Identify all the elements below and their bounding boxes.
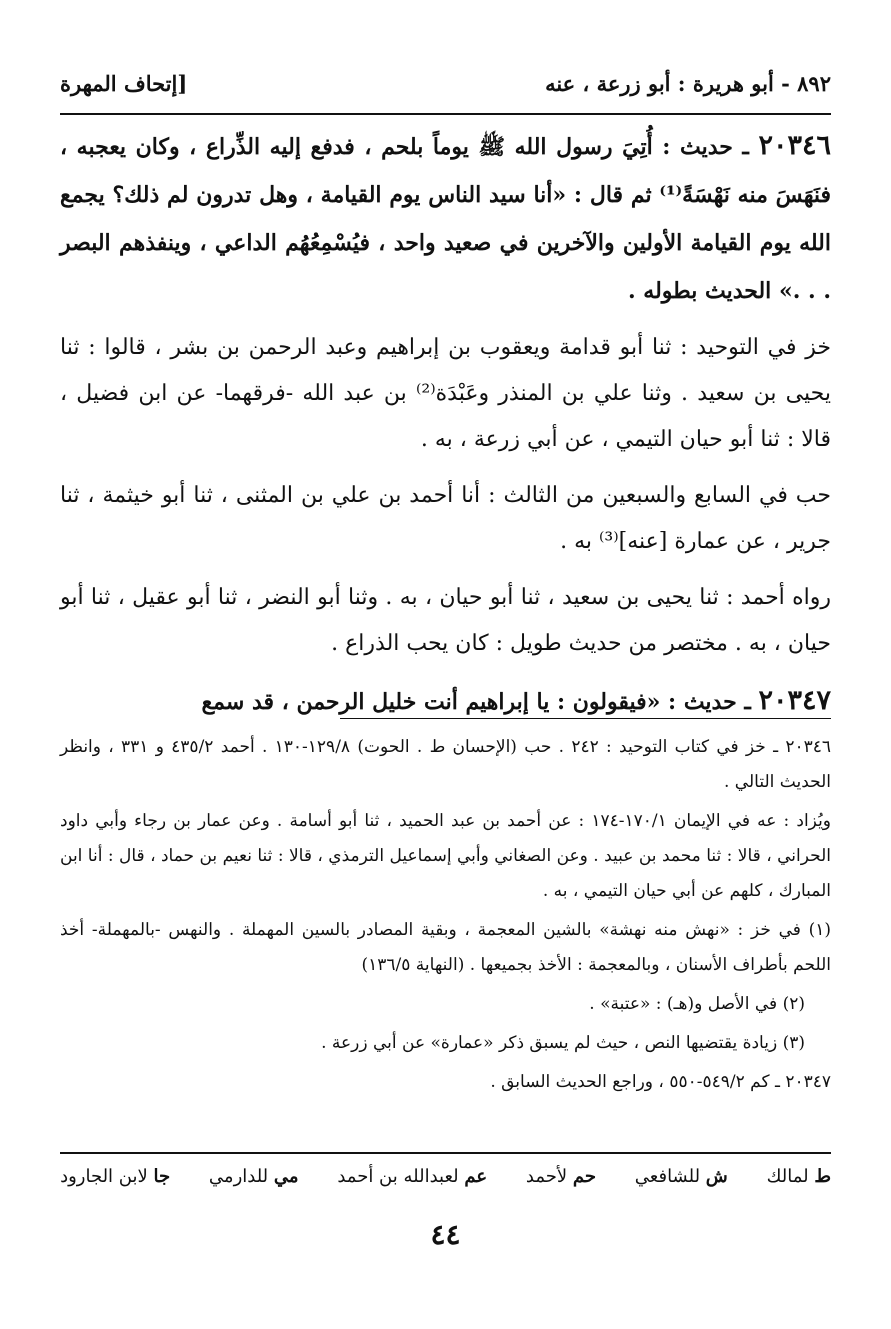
footnote: (١) في خز : «نهش منه نهشة» بالشين المعجمة ، وبقية المصادر بالسين المهملة . والنهس -بالمهملة- أخذ اللحم بأطراف الأسنان ، وبالمعجمة : الأخذ بجميعها . (النهاية ١٣٦/٥) [60, 920, 831, 975]
footnote: (٣) زيادة يقتضيها النص ، حيث لم يسبق ذكر «عمارة» عن أبي زرعة . [321, 1033, 805, 1053]
running-header [60, 60, 831, 96]
hadith-entry-1 [60, 122, 831, 315]
page-number: ٤٤ [430, 1218, 461, 1251]
footnote-rule [340, 718, 831, 719]
source-paragraph: رواه أحمد : ثنا يحيى بن سعيد ، ثنا أبو حيان ، به . وثنا أبو النضر ، ثنا أبو عقيل ، ثنا أبو حيان ، به . مختصر من حديث طويل : كان يحب الذراع . [60, 585, 831, 656]
hadith-text: ـ حديث : «فيقولون : يا إبراهيم أنت خليل الرحمن ، قد سمع [201, 689, 751, 715]
abbreviation-legend [60, 1166, 831, 1187]
source-paragraph: خز في التوحيد : ثنا أبو قدامة ويعقوب بن إبراهيم وعبد الرحمن بن بشر ، قالوا : ثنا يحيى بن سعيد . وثنا علي بن المنذر وعَبْدَة⁽²⁾ بن عبد الله -فرقهما- عن ابن فضيل ، قالا : ثنا أبو حيان التيمي ، عن أبي زرعة ، به . [60, 335, 831, 452]
header-book-title: [إتحاف المهرة [60, 71, 188, 96]
source-paragraph: حب في السابع والسبعين من الثالث : أنا أحمد بن علي بن المثنى ، ثنا أبو خيثمة ، ثنا جرير ، عن عمارة [عنه]⁽³⁾ به . [60, 483, 831, 554]
hadith-number: ٢٠٣٤٦ [758, 130, 831, 161]
footnote: (٢) في الأصل و(هـ) : «عتبة» . [589, 994, 805, 1014]
legend-item: عم لعبدالله بن أحمد [337, 1166, 488, 1187]
footnote: ٢٠٣٤٧ ـ كم ٥٤٩/٢-٥٥٠ ، وراجع الحديث السابق . [490, 1072, 831, 1092]
header-rule [60, 113, 831, 115]
hadith-number: ٢٠٣٤٧ [758, 685, 831, 716]
hadith-text: ـ حديث : أُتِيَ رسول الله ﷺ يوماً بلحم ، فدفع إليه الذِّراع ، وكان يعجبه ، فنَهَسَ منه نَهْسَةً⁽¹⁾ ثم قال : «أنا سيد الناس يوم القيامة ، وهل تدرون لم ذلك؟ يجمع الله يوم القيامة الأولين والآخرين في صعيد واحد ، فيُسْمِعُهُم الداعي ، وينفذهم البصر . . .» الحديث بطوله . [60, 134, 831, 304]
legend-item: ش للشافعي [634, 1166, 728, 1187]
header-section-title: ٨٩٢ - أبو هريرة : أبو زرعة ، عنه [545, 71, 831, 96]
legend-item: ط لمالك [766, 1166, 831, 1187]
footnote: ٢٠٣٤٦ ـ خز في كتاب التوحيد : ٢٤٢ . حب (الإحسان ط . الحوت) ١٢٩/٨-١٣٠ . أحمد ٤٣٥/٢ و ٣٣١ ، وانظر الحديث التالي . [60, 737, 831, 792]
legend-rule [60, 1152, 831, 1154]
legend-item: حم لأحمد [525, 1166, 596, 1187]
main-text [60, 122, 831, 726]
legend-item: مي للدارمي [208, 1166, 299, 1187]
footnotes [60, 730, 831, 1104]
footnote: ويُزاد : عه في الإيمان ١٧٠/١-١٧٤ : عن أحمد بن عبد الحميد ، ثنا أبو أسامة . وعن عمار بن رجاء وأبي داود الحراني ، قالا : ثنا محمد بن عبيد . وعن الصغاني وأبي إسماعيل الترمذي ، قالا : ثنا نعيم بن حماد ، قال : أنا ابن المبارك ، كلهم عن أبي حيان التيمي ، به . [60, 811, 832, 901]
legend-item: جا لابن الجارود [60, 1166, 171, 1187]
